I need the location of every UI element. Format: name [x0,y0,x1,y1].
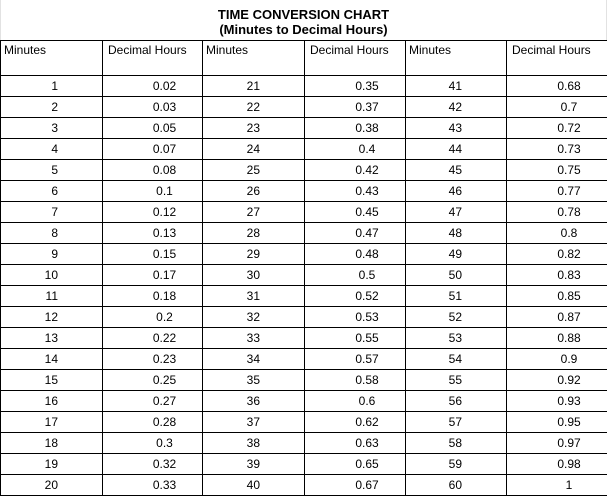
minutes-cell[interactable]: 29 [203,244,305,265]
decimal-hours-cell[interactable] [305,349,406,370]
decimal-hours-cell[interactable] [507,328,607,349]
header-label: Minutes [409,43,452,57]
decimal-hours-value: 0.27 [152,394,177,408]
decimal-hours-value: 0.85 [557,289,581,303]
table-row [1,349,607,370]
decimal-hours-value: 0.33 [152,478,177,492]
decimal-hours-cell[interactable] [103,412,203,433]
decimal-hours-value: 0.2 [156,310,173,324]
decimal-hours-value: 0.02 [152,79,177,93]
decimal-hours-cell[interactable] [507,202,607,223]
decimal-hours-value: 0.53 [355,310,379,324]
table-row [1,223,607,244]
minutes-cell[interactable]: 9 [1,244,103,265]
minutes-cell[interactable]: 23 [203,118,305,139]
minutes-cell[interactable]: 44 [406,139,507,160]
decimal-hours-value: 0.6 [358,394,376,408]
decimal-hours-value: 0.87 [557,310,581,324]
decimal-hours-value: 0.62 [355,415,379,429]
minutes-cell[interactable]: 25 [203,160,305,181]
decimal-hours-value: 0.65 [355,457,379,471]
decimal-hours-value: 0.82 [557,247,581,261]
decimal-hours-cell[interactable] [507,475,607,496]
minutes-cell[interactable]: 39 [203,454,305,475]
minutes-cell[interactable]: 48 [406,223,507,244]
header-label: Decimal Hours [512,43,591,57]
decimal-hours-cell[interactable] [507,139,607,160]
table-row [1,76,607,97]
decimal-hours-cell[interactable] [305,265,406,286]
table-row [1,412,607,433]
decimal-hours-value: 0.32 [152,457,177,471]
decimal-hours-cell[interactable] [103,349,203,370]
decimal-hours-value: 0.8 [560,226,578,240]
decimal-hours-value: 0.38 [355,121,379,135]
decimal-hours-value: 0.68 [557,79,581,93]
minutes-cell[interactable]: 12 [1,307,103,328]
minutes-cell[interactable]: 56 [406,391,507,412]
decimal-hours-cell[interactable] [103,370,203,391]
minutes-cell[interactable]: 5 [1,160,103,181]
chart-title-line-2: (Minutes to Decimal Hours) [219,22,388,37]
minutes-cell[interactable]: 14 [1,349,103,370]
decimal-hours-cell[interactable] [305,286,406,307]
decimal-hours-value: 0.5 [358,268,376,282]
minutes-cell[interactable]: 28 [203,223,305,244]
decimal-hours-value: 0.47 [355,226,379,240]
minutes-cell[interactable]: 19 [1,454,103,475]
minutes-cell[interactable]: 3 [1,118,103,139]
decimal-hours-cell[interactable] [305,97,406,118]
minutes-cell[interactable]: 24 [203,139,305,160]
decimal-hours-cell[interactable] [507,265,607,286]
minutes-cell[interactable]: 30 [203,265,305,286]
decimal-hours-value: 0.75 [557,163,581,177]
table-row [1,391,607,412]
decimal-hours-value: 0.43 [355,184,379,198]
table-row [1,139,607,160]
decimal-hours-cell[interactable] [305,433,406,454]
decimal-hours-value: 0.88 [557,331,581,345]
decimal-hours-cell[interactable] [103,76,203,97]
table-row [1,433,607,454]
header-cell[interactable] [406,41,507,76]
minutes-cell[interactable]: 31 [203,286,305,307]
decimal-hours-value: 0.55 [355,331,379,345]
decimal-hours-value: 0.3 [156,436,173,450]
decimal-hours-cell[interactable] [507,454,607,475]
header-cell[interactable] [1,41,103,76]
table-row [1,475,607,496]
decimal-hours-cell[interactable] [305,454,406,475]
decimal-hours-cell[interactable] [507,433,607,454]
decimal-hours-cell[interactable] [507,349,607,370]
minutes-cell[interactable]: 10 [1,265,103,286]
minutes-cell[interactable]: 38 [203,433,305,454]
table-body [1,76,607,496]
decimal-hours-value: 0.1 [156,184,173,198]
decimal-hours-value: 0.48 [355,247,379,261]
minutes-cell[interactable]: 58 [406,433,507,454]
decimal-hours-value: 0.4 [358,142,376,156]
minutes-cell[interactable]: 2 [1,97,103,118]
header-label: Decimal Hours [108,43,187,57]
decimal-hours-value: 0.45 [355,205,379,219]
decimal-hours-value: 0.95 [557,415,581,429]
decimal-hours-value: 0.07 [152,142,177,156]
decimal-hours-cell[interactable] [507,97,607,118]
minutes-cell[interactable]: 55 [406,370,507,391]
decimal-hours-value: 0.25 [152,373,177,387]
decimal-hours-cell[interactable] [103,202,203,223]
header-cell[interactable] [103,41,203,76]
minutes-cell[interactable]: 18 [1,433,103,454]
minutes-cell[interactable]: 54 [406,349,507,370]
table-row [1,202,607,223]
minutes-cell[interactable]: 42 [406,97,507,118]
decimal-hours-cell[interactable] [507,76,607,97]
minutes-cell[interactable]: 22 [203,97,305,118]
minutes-cell[interactable]: 53 [406,328,507,349]
minutes-cell[interactable]: 1 [1,76,103,97]
decimal-hours-cell[interactable] [103,328,203,349]
decimal-hours-value: 0.78 [557,205,581,219]
minutes-cell[interactable]: 45 [406,160,507,181]
decimal-hours-cell[interactable] [103,475,203,496]
decimal-hours-value: 0.13 [152,226,177,240]
decimal-hours-value: 0.93 [557,394,581,408]
minutes-cell[interactable]: 47 [406,202,507,223]
decimal-hours-value: 0.37 [355,100,379,114]
minutes-cell[interactable]: 57 [406,412,507,433]
table-row [1,118,607,139]
decimal-hours-value: 0.9 [560,352,578,366]
decimal-hours-value: 0.63 [355,436,379,450]
decimal-hours-cell[interactable] [507,181,607,202]
minutes-cell[interactable]: 21 [203,76,305,97]
table-row [1,181,607,202]
decimal-hours-cell[interactable] [305,307,406,328]
minutes-cell[interactable]: 33 [203,328,305,349]
chart-title [0,0,607,40]
minutes-cell[interactable]: 16 [1,391,103,412]
decimal-hours-value: 0.22 [152,331,177,345]
chart-title-line-1: TIME CONVERSION CHART [217,7,390,22]
table-row [1,244,607,265]
decimal-hours-cell[interactable] [103,181,203,202]
decimal-hours-value: 0.23 [152,352,177,366]
decimal-hours-cell[interactable] [305,139,406,160]
decimal-hours-value: 0.92 [557,373,581,387]
decimal-hours-cell[interactable] [103,286,203,307]
decimal-hours-value: 0.52 [355,289,379,303]
decimal-hours-cell[interactable] [103,97,203,118]
header-label: Minutes [4,43,47,57]
minutes-cell[interactable]: 6 [1,181,103,202]
decimal-hours-cell[interactable] [305,412,406,433]
minutes-cell[interactable]: 49 [406,244,507,265]
decimal-hours-cell[interactable] [103,118,203,139]
decimal-hours-cell[interactable] [305,202,406,223]
decimal-hours-cell[interactable] [305,76,406,97]
minutes-cell[interactable]: 40 [203,475,305,496]
decimal-hours-cell[interactable] [507,223,607,244]
decimal-hours-cell[interactable] [305,370,406,391]
minutes-cell[interactable]: 4 [1,139,103,160]
header-cell[interactable] [305,41,406,76]
minutes-cell[interactable]: 43 [406,118,507,139]
decimal-hours-value: 0.15 [152,247,177,261]
minutes-cell[interactable]: 37 [203,412,305,433]
minutes-cell[interactable]: 34 [203,349,305,370]
decimal-hours-value: 1 [565,478,573,492]
decimal-hours-cell[interactable] [103,391,203,412]
decimal-hours-value: 0.17 [152,268,177,282]
minutes-cell[interactable]: 35 [203,370,305,391]
minutes-cell[interactable]: 7 [1,202,103,223]
decimal-hours-value: 0.35 [355,79,379,93]
decimal-hours-value: 0.28 [152,415,177,429]
decimal-hours-value: 0.12 [152,205,177,219]
table-row [1,454,607,475]
decimal-hours-cell[interactable] [507,307,607,328]
decimal-hours-value: 0.98 [557,457,581,471]
table-row [1,370,607,391]
decimal-hours-cell[interactable] [507,244,607,265]
decimal-hours-cell[interactable] [507,286,607,307]
table-row [1,328,607,349]
decimal-hours-value: 0.77 [557,184,581,198]
minutes-cell[interactable]: 8 [1,223,103,244]
minutes-cell[interactable]: 11 [1,286,103,307]
minutes-cell[interactable]: 15 [1,370,103,391]
table-row [1,307,607,328]
conversion-table [0,40,607,496]
decimal-hours-cell[interactable] [305,475,406,496]
decimal-hours-cell[interactable] [305,118,406,139]
decimal-hours-cell[interactable] [305,244,406,265]
minutes-cell[interactable]: 41 [406,76,507,97]
table-row [1,265,607,286]
decimal-hours-cell[interactable] [507,391,607,412]
decimal-hours-cell[interactable] [305,223,406,244]
decimal-hours-value: 0.67 [355,478,379,492]
minutes-cell[interactable]: 60 [406,475,507,496]
minutes-cell[interactable]: 20 [1,475,103,496]
decimal-hours-value: 0.7 [560,100,578,114]
minutes-cell[interactable]: 59 [406,454,507,475]
decimal-hours-value: 0.05 [152,121,177,135]
decimal-hours-cell[interactable] [305,160,406,181]
decimal-hours-cell[interactable] [103,139,203,160]
decimal-hours-value: 0.18 [152,289,177,303]
header-cell[interactable] [507,41,607,76]
minutes-cell[interactable]: 51 [406,286,507,307]
decimal-hours-cell[interactable] [103,433,203,454]
decimal-hours-value: 0.03 [152,100,177,114]
decimal-hours-cell[interactable] [507,160,607,181]
decimal-hours-value: 0.42 [355,163,379,177]
decimal-hours-cell[interactable] [103,307,203,328]
decimal-hours-cell[interactable] [507,370,607,391]
minutes-cell[interactable]: 32 [203,307,305,328]
decimal-hours-cell[interactable] [305,181,406,202]
minutes-cell[interactable]: 13 [1,328,103,349]
decimal-hours-cell[interactable] [103,454,203,475]
decimal-hours-value: 0.97 [557,436,581,450]
decimal-hours-value: 0.83 [557,268,581,282]
decimal-hours-value: 0.57 [355,352,379,366]
minutes-cell[interactable]: 46 [406,181,507,202]
decimal-hours-value: 0.08 [152,163,177,177]
decimal-hours-cell[interactable] [103,223,203,244]
decimal-hours-value: 0.73 [557,142,581,156]
decimal-hours-cell[interactable] [103,160,203,181]
minutes-cell[interactable]: 36 [203,391,305,412]
table-row [1,286,607,307]
decimal-hours-cell[interactable] [507,412,607,433]
minutes-cell[interactable]: 26 [203,181,305,202]
header-cell[interactable] [203,41,305,76]
decimal-hours-cell[interactable] [103,244,203,265]
decimal-hours-cell[interactable] [103,265,203,286]
minutes-cell[interactable]: 52 [406,307,507,328]
decimal-hours-value: 0.58 [355,373,379,387]
header-row [1,41,607,76]
header-label: Decimal Hours [310,43,389,57]
decimal-hours-cell[interactable] [305,391,406,412]
header-label: Minutes [206,43,249,57]
minutes-cell[interactable]: 50 [406,265,507,286]
decimal-hours-cell[interactable] [507,118,607,139]
minutes-cell[interactable]: 17 [1,412,103,433]
table-row [1,160,607,181]
minutes-cell[interactable]: 27 [203,202,305,223]
decimal-hours-cell[interactable] [305,328,406,349]
table-row [1,97,607,118]
decimal-hours-value: 0.72 [557,121,581,135]
